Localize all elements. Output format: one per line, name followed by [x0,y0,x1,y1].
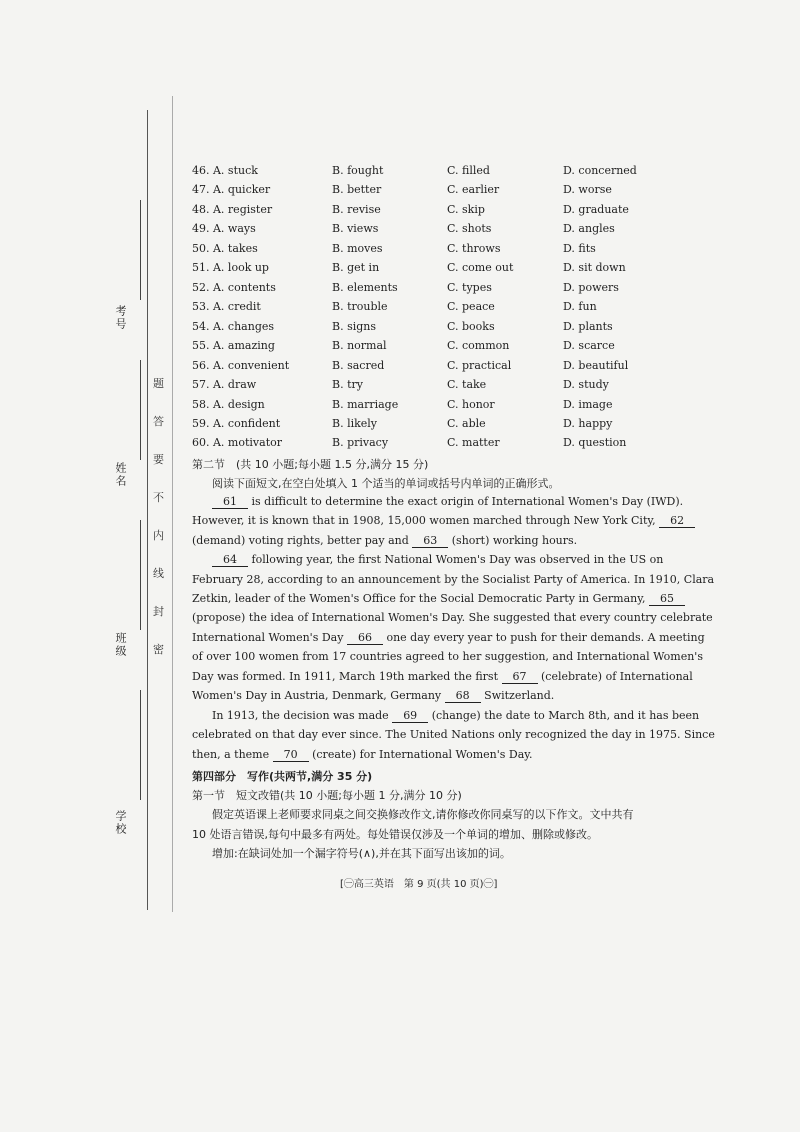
text-line [192,748,672,762]
seal-char: 封 [153,605,164,618]
option-b: B. likely [332,417,378,430]
option-row-47 [192,183,652,201]
option-b: B. views [332,222,379,235]
option-row-54 [192,320,652,338]
text-line: February 28, according to an announcement by the Socialist Party of America. In 1910, Clara [192,573,715,586]
option-c: C. take [447,378,487,391]
option-c: C. books [447,320,495,333]
seal-char: 线 [153,567,164,580]
binding-line [147,110,148,910]
option-row-49 [192,222,652,240]
text-line [212,495,692,509]
option-c: C. skip [447,203,485,216]
option-a: 53. A. credit [192,300,261,313]
option-row-60 [192,436,652,454]
text: (short) working hours. [451,534,578,547]
option-c: C. throws [447,242,501,255]
text-line [192,592,672,606]
option-d: D. graduate [563,203,629,216]
text: is difficult to determine the exact origin of International Women's Day (IWD). [251,495,684,508]
text: In 1913, the decision was made [212,709,389,722]
option-c: C. matter [447,436,500,449]
option-b: B. trouble [332,300,388,313]
text-line [192,689,672,703]
seal-char: 题 [153,377,164,390]
option-d: D. question [563,436,627,449]
option-d: D. worse [563,183,612,196]
blank-66: 66 [347,631,383,645]
option-d: D. fits [563,242,596,255]
option-c: C. common [447,339,510,352]
part4-instruction-2: 10 处语言错误,每句中最多有两处。每处错误仅涉及一个单词的增加、删除或修改。 [192,828,598,841]
option-a: 55. A. amazing [192,339,275,352]
option-a: 57. A. draw [192,378,257,391]
option-row-53 [192,300,652,318]
option-d: D. happy [563,417,613,430]
option-d: D. study [563,378,609,391]
option-c: C. types [447,281,492,294]
binding-line-inner [172,96,173,912]
option-row-46 [192,164,652,182]
text: However, it is known that in 1908, 15,000 women marched through New York City, [192,514,656,527]
text: following year, the first National Women's Day was observed in the US on [251,553,664,566]
option-row-57 [192,378,652,396]
option-a: 54. A. changes [192,320,275,333]
seal-char: 内 [153,529,164,542]
option-d: D. beautiful [563,359,629,372]
seal-char: 答 [153,415,164,428]
option-c: C. come out [447,261,514,274]
option-a: 46. A. stuck [192,164,258,177]
text-line [192,631,705,645]
option-a: 56. A. convenient [192,359,290,372]
section2-instruction: 阅读下面短文,在空白处填入 1 个适当的单词或括号内单词的正确形式。 [212,477,560,490]
text: Switzerland. [484,689,555,702]
option-b: B. better [332,183,382,196]
option-row-52 [192,281,652,299]
option-a: 51. A. look up [192,261,269,274]
option-d: D. sit down [563,261,626,274]
option-b: B. sacred [332,359,385,372]
part4-instruction-1: 假定英语课上老师要求同桌之间交换修改作文,请你修改你同桌写的以下作文。文中共有 [212,808,634,821]
xuexiao-label: 学校 [114,810,127,836]
option-d: D. scarce [563,339,615,352]
page-footer: [㊀高三英语 第 9 页(共 10 页)㊀] [340,879,498,890]
text-line [192,514,685,528]
option-b: B. try [332,378,363,391]
text: then, a theme [192,748,270,761]
kaohao-label: 考号 [114,305,127,331]
banji-label: 班级 [114,632,127,658]
seal-char: 不 [153,491,164,504]
option-d: D. angles [563,222,615,235]
part4-instruction-3: 增加:在缺词处加一个漏字符号(∧),并在其下面写出该加的词。 [212,847,511,860]
option-b: B. revise [332,203,381,216]
xingming-label: 姓名 [114,462,127,488]
option-d: D. plants [563,320,613,333]
text-line: (propose) the idea of International Women's Day. She suggested that every country celebrate [192,611,713,624]
option-row-51 [192,261,652,279]
option-a: 50. A. takes [192,242,258,255]
xuexiao-blank [140,690,141,800]
blank-63: 63 [412,534,448,548]
seal-char: 要 [153,453,164,466]
option-row-59 [192,417,652,435]
option-a: 60. A. motivator [192,436,282,449]
text: International Women's Day [192,631,344,644]
option-c: C. filled [447,164,490,177]
text-line [192,534,672,548]
option-b: B. elements [332,281,398,294]
text: Women's Day in Austria, Denmark, Germany [192,689,442,702]
option-b: B. marriage [332,398,399,411]
option-b: B. fought [332,164,384,177]
blank-70: 70 [273,748,309,762]
option-a: 47. A. quicker [192,183,271,196]
text: Zetkin, leader of the Women's Office for the Social Democratic Party in Germany, [192,592,646,605]
option-c: C. earlier [447,183,500,196]
text: one day every year to push for their demands. A meeting [386,631,705,644]
part4-section1-heading: 第一节 短文改错(共 10 小题;每小题 1 分,满分 10 分) [192,789,462,802]
blank-67: 67 [502,670,538,684]
kaohao-blank [140,200,141,300]
option-row-48 [192,203,652,221]
option-b: B. privacy [332,436,389,449]
text-line: celebrated on that day ever since. The United Nations only recognized the day in 1975. Since [192,728,715,741]
option-a: 49. A. ways [192,222,256,235]
option-c: C. able [447,417,486,430]
section2-heading: 第二节 (共 10 小题;每小题 1.5 分,满分 15 分) [192,458,429,471]
blank-69: 69 [392,709,428,723]
text-line [212,553,692,567]
option-c: C. shots [447,222,492,235]
option-d: D. powers [563,281,619,294]
text: (create) for International Women's Day. [312,748,533,761]
option-row-50 [192,242,652,260]
option-a: 59. A. confident [192,417,281,430]
text: (celebrate) of International [541,670,693,683]
option-d: D. concerned [563,164,637,177]
option-row-58 [192,398,652,416]
text: (demand) voting rights, better pay and [192,534,409,547]
option-d: D. image [563,398,613,411]
option-c: C. practical [447,359,512,372]
blank-65: 65 [649,592,685,606]
option-a: 52. A. contents [192,281,276,294]
option-row-55 [192,339,652,357]
option-b: B. moves [332,242,383,255]
option-b: B. get in [332,261,380,274]
seal-char: 密 [153,643,164,656]
text-line [212,709,700,723]
option-d: D. fun [563,300,597,313]
option-a: 58. A. design [192,398,265,411]
xingming-blank [140,360,141,460]
option-b: B. signs [332,320,377,333]
option-a: 48. A. register [192,203,273,216]
blank-68: 68 [445,689,481,703]
banji-blank [140,520,141,630]
text: Day was formed. In 1911, March 19th marked the first [192,670,498,683]
option-c: C. honor [447,398,495,411]
option-c: C. peace [447,300,495,313]
part4-heading: 第四部分 写作(共两节,满分 35 分) [192,770,373,783]
text: (change) the date to March 8th, and it has been [431,709,700,722]
text-line [192,670,693,684]
blank-64: 64 [212,553,248,567]
blank-61: 61 [212,495,248,509]
option-b: B. normal [332,339,387,352]
option-row-56 [192,359,652,377]
text-line: of over 100 women from 17 countries agreed to her suggestion, and International Women's [192,650,703,663]
blank-62: 62 [659,514,695,528]
